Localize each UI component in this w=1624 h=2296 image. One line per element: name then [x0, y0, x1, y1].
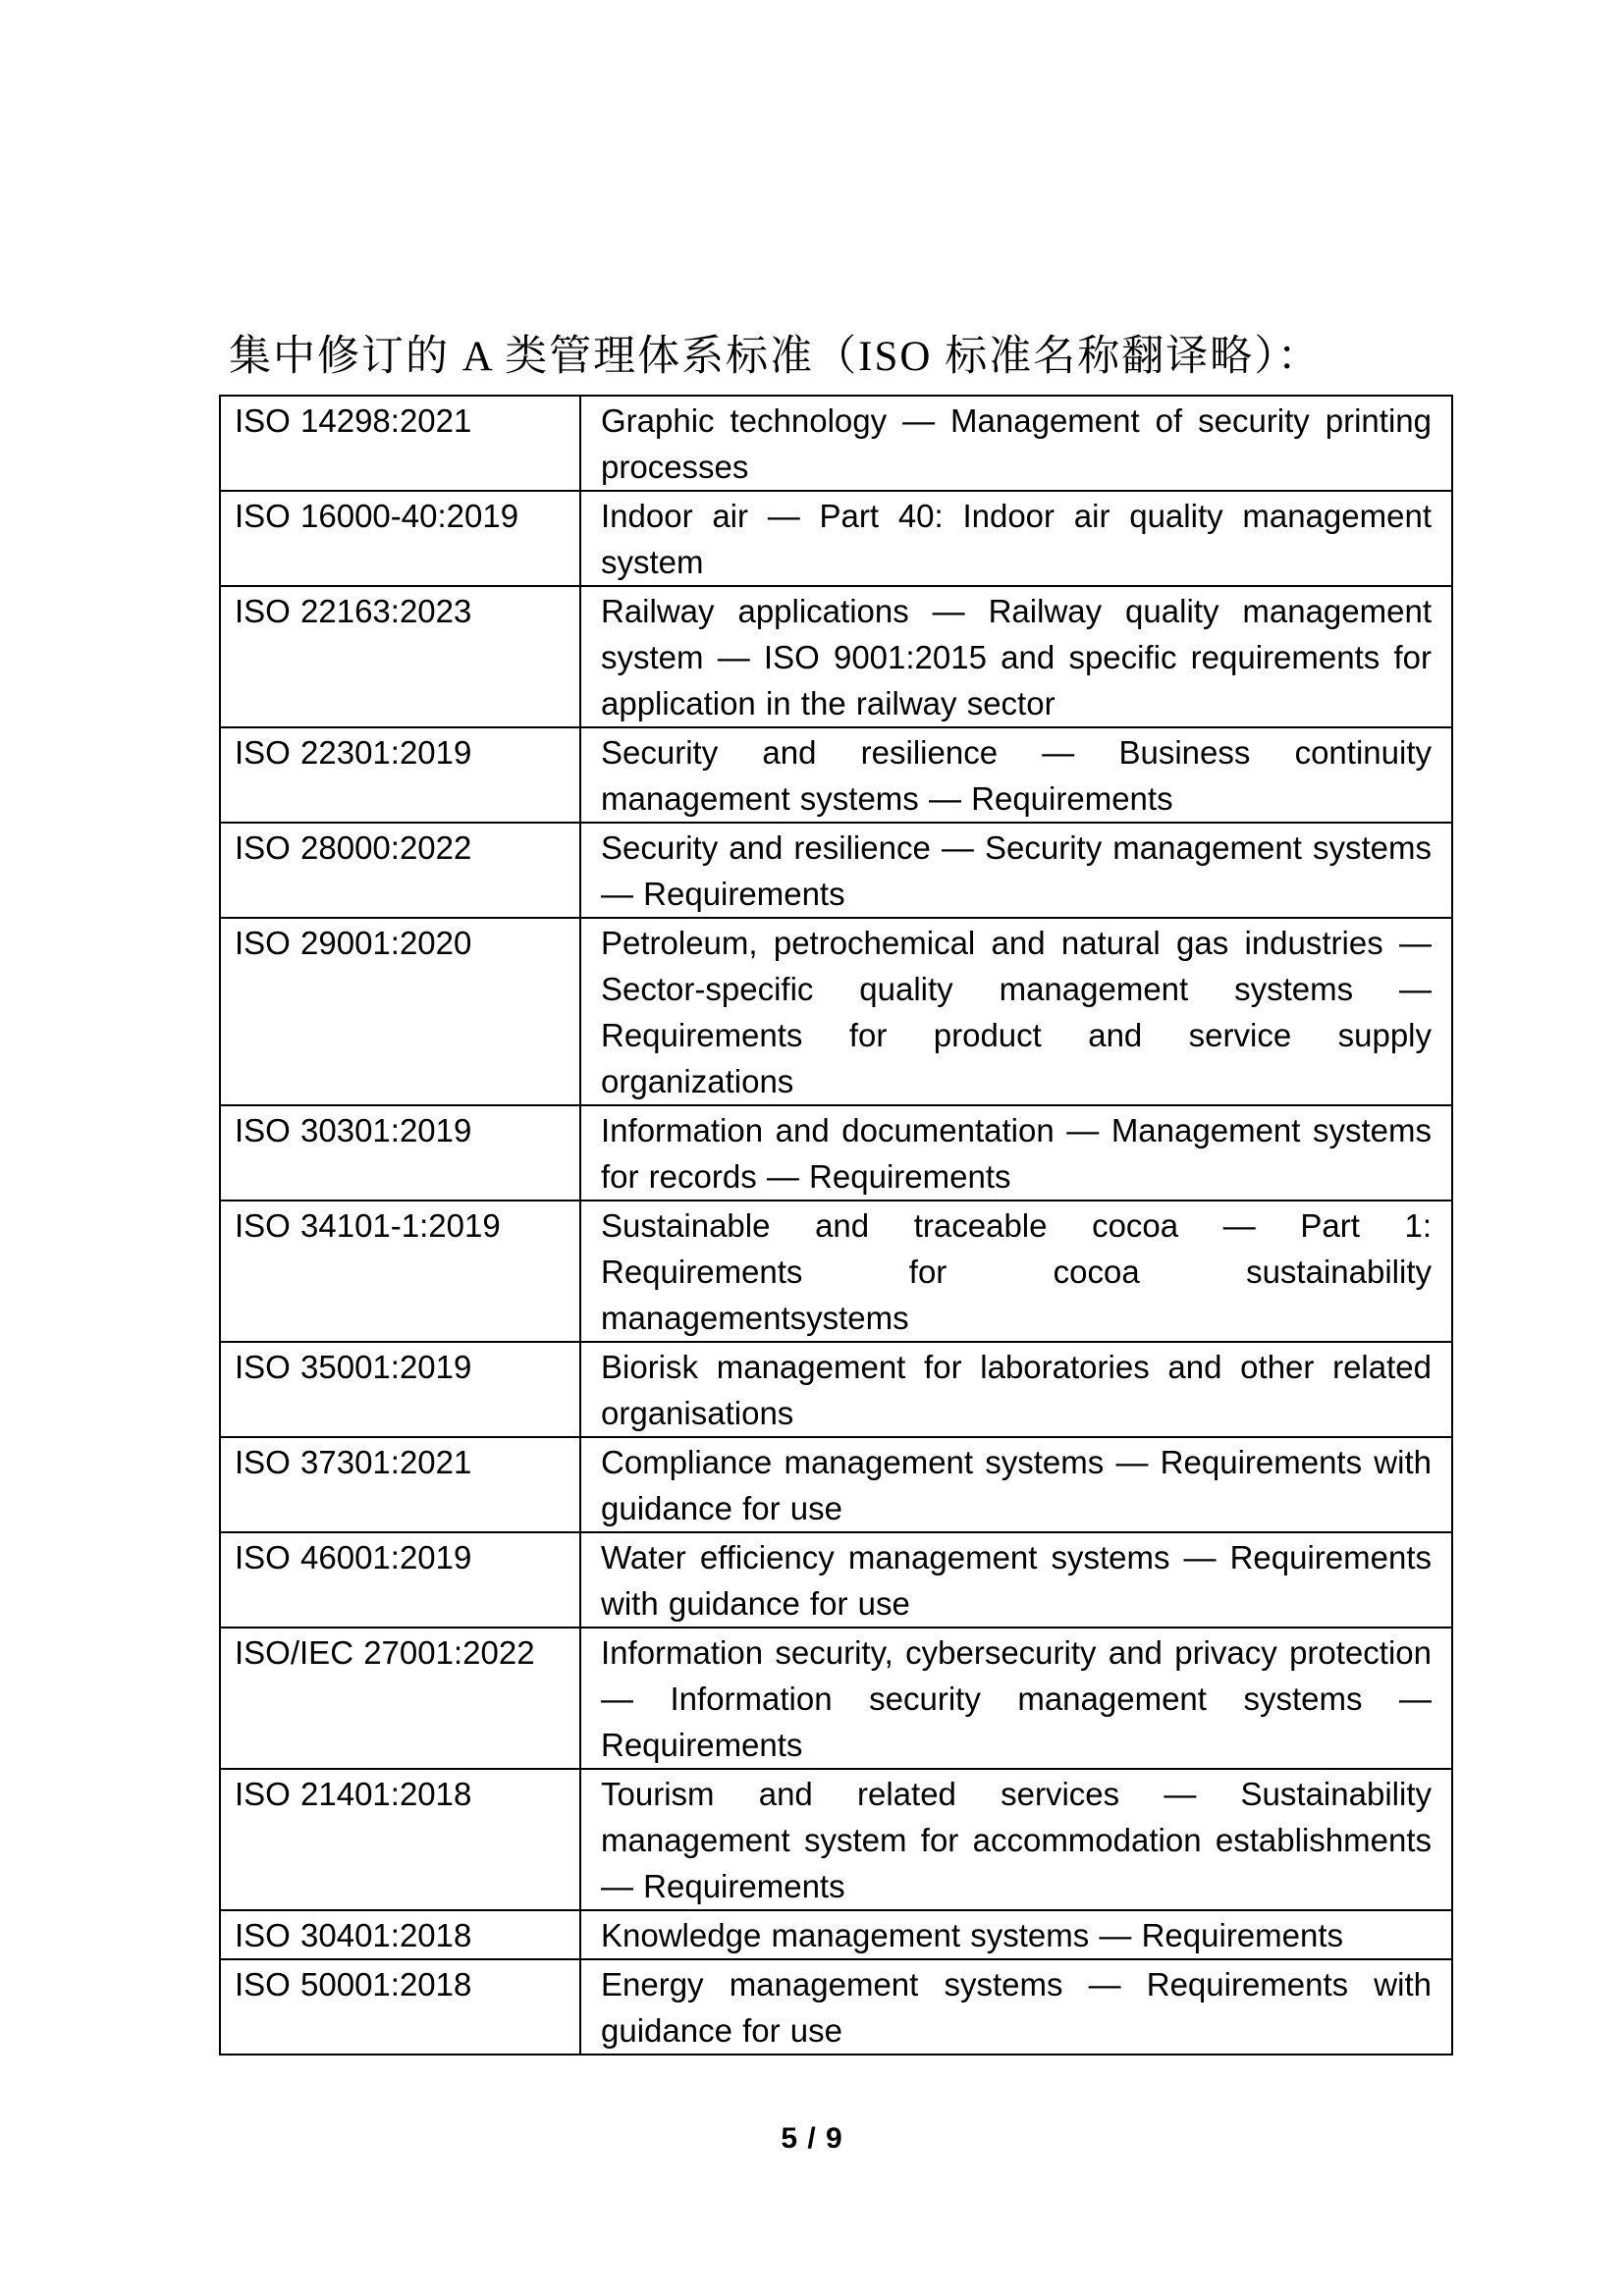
- standard-code-cell: ISO 29001:2020: [220, 918, 580, 1105]
- table-row: [220, 491, 1452, 586]
- standard-title-cell: Security and resilience — Security management systems — Requirements: [580, 823, 1452, 918]
- standard-title-cell: Petroleum, petrochemical and natural gas industries — Sector-specific quality management systems — Requirements for product and service supply organizations: [580, 918, 1452, 1105]
- standard-code-cell: ISO 22301:2019: [220, 727, 580, 823]
- standard-code-cell: ISO 30401:2018: [220, 1910, 580, 1959]
- table-row: [220, 1201, 1452, 1342]
- table-row: [220, 1105, 1452, 1201]
- standard-code-cell: ISO 21401:2018: [220, 1769, 580, 1910]
- standard-code-cell: ISO 16000-40:2019: [220, 491, 580, 586]
- standard-code-cell: ISO 34101-1:2019: [220, 1201, 580, 1342]
- standard-title-cell: Information security, cybersecurity and privacy protection — Information security management systems — Requirements: [580, 1628, 1452, 1769]
- standard-title-cell: Sustainable and traceable cocoa — Part 1: Requirements for cocoa sustainability managementsystems: [580, 1201, 1452, 1342]
- table-row: [220, 1532, 1452, 1628]
- standard-title-cell: Compliance management systems — Requirements with guidance for use: [580, 1437, 1452, 1532]
- standard-title-cell: Biorisk management for laboratories and other related organisations: [580, 1342, 1452, 1437]
- table-row: [220, 396, 1452, 491]
- table-row: [220, 1628, 1452, 1769]
- standard-code-cell: ISO 37301:2021: [220, 1437, 580, 1532]
- standard-title-cell: Knowledge management systems — Requirements: [580, 1910, 1452, 1959]
- standard-title-cell: Graphic technology — Management of security printing processes: [580, 396, 1452, 491]
- standard-code-cell: ISO 46001:2019: [220, 1532, 580, 1628]
- table-row: [220, 1769, 1452, 1910]
- page-number: 5 / 9: [781, 2122, 843, 2155]
- standard-title-cell: Tourism and related services — Sustainability management system for accommodation establishments — Requirements: [580, 1769, 1452, 1910]
- standard-code-cell: ISO 35001:2019: [220, 1342, 580, 1437]
- table-row: [220, 1910, 1452, 1959]
- page-title: 集中修订的 A 类管理体系标准（ISO 标准名称翻译略）：: [229, 334, 1322, 380]
- standard-title-cell: Railway applications — Railway quality management system — ISO 9001:2015 and specific requirements for application in the railway sector: [580, 586, 1452, 727]
- standard-code-cell: ISO 50001:2018: [220, 1959, 580, 2055]
- standard-code-cell: ISO 22163:2023: [220, 586, 580, 727]
- table-row: [220, 586, 1452, 727]
- standard-title-cell: Security and resilience — Business continuity management systems — Requirements: [580, 727, 1452, 823]
- table-row: [220, 1437, 1452, 1532]
- standard-code-cell: ISO/IEC 27001:2022: [220, 1628, 580, 1769]
- standard-code-cell: ISO 30301:2019: [220, 1105, 580, 1201]
- table-row: [220, 1959, 1452, 2055]
- standard-title-cell: Information and documentation — Management systems for records — Requirements: [580, 1105, 1452, 1201]
- standard-code-cell: ISO 14298:2021: [220, 396, 580, 491]
- standards-table-body: [220, 396, 1452, 2055]
- standard-title-cell: Indoor air — Part 40: Indoor air quality management system: [580, 491, 1452, 586]
- table-row: [220, 823, 1452, 918]
- table-row: [220, 1342, 1452, 1437]
- standards-table: [219, 395, 1453, 2056]
- standard-code-cell: ISO 28000:2022: [220, 823, 580, 918]
- standard-title-cell: Water efficiency management systems — Requirements with guidance for use: [580, 1532, 1452, 1628]
- table-row: [220, 918, 1452, 1105]
- table-row: [220, 727, 1452, 823]
- standard-title-cell: Energy management systems — Requirements with guidance for use: [580, 1959, 1452, 2055]
